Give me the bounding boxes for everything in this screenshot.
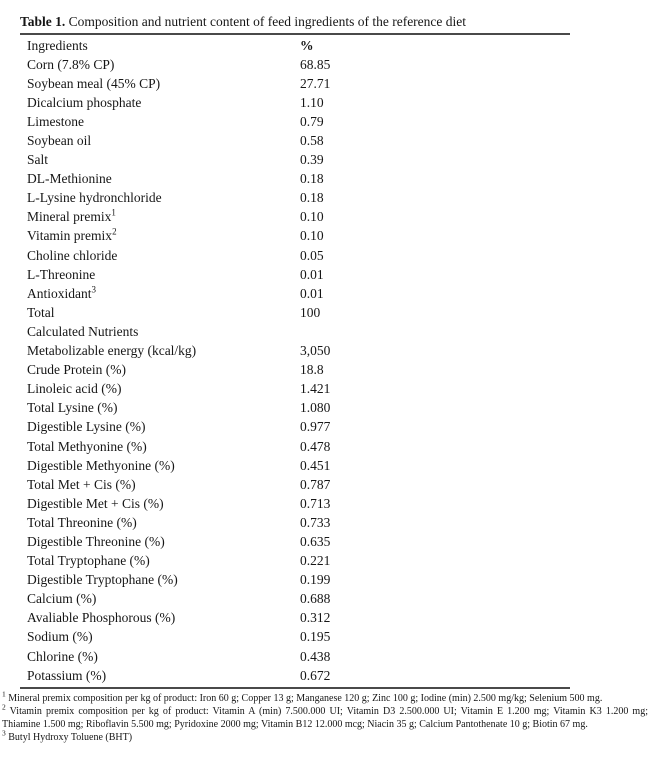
ingredient-cell — [20, 629, 300, 645]
ingredient-cell — [20, 534, 300, 550]
ingredient-cell — [20, 76, 300, 92]
value-cell: 0.672 — [300, 667, 331, 683]
value-cell: 0.688 — [300, 591, 331, 607]
column-header-ingredients: Ingredients — [27, 37, 88, 53]
ingredient-cell — [20, 228, 300, 244]
value-cell: 0.438 — [300, 648, 331, 664]
value-cell: 0.01 — [300, 266, 324, 282]
footnote-ref: 1 — [111, 207, 116, 218]
ingredient-cell — [20, 477, 300, 493]
value-cell: 0.18 — [300, 190, 324, 206]
ingredient-cell — [20, 248, 300, 264]
ingredient-cell — [20, 515, 300, 531]
ingredient-label: Choline chloride — [27, 247, 118, 263]
table-row — [20, 456, 570, 475]
ingredient-cell — [20, 419, 300, 435]
ingredient-cell — [20, 572, 300, 588]
ingredient-label: Digestible Tryptophane (%) — [27, 572, 178, 588]
feed-composition-table — [20, 33, 570, 689]
ingredient-cell — [20, 57, 300, 73]
value-cell: 0.39 — [300, 152, 324, 168]
ingredient-cell — [20, 649, 300, 665]
ingredient-label: Limestone — [27, 113, 84, 129]
table-row — [20, 494, 570, 513]
ingredient-label: Metabolizable energy (kcal/kg) — [27, 343, 197, 359]
ingredient-cell — [20, 668, 300, 684]
ingredient-label: Digestible Methyonine (%) — [27, 457, 175, 473]
value-cell: 0.01 — [300, 285, 324, 301]
ingredient-cell — [20, 267, 300, 283]
footnote-text: Butyl Hydroxy Toluene (BHT) — [5, 732, 133, 744]
footnote-ref: 3 — [91, 284, 96, 295]
ingredient-label: Chlorine (%) — [27, 648, 98, 664]
value-cell: 0.713 — [300, 495, 331, 511]
value-cell: 0.195 — [300, 629, 331, 645]
ingredient-label: Crude Protein (%) — [27, 362, 126, 378]
ingredient-label: Total Lysine (%) — [27, 400, 118, 416]
ingredient-label: Digestible Met + Cis (%) — [27, 495, 164, 511]
value-cell: 1.10 — [300, 94, 324, 110]
value-cell: 1.080 — [300, 400, 331, 416]
ingredient-cell — [20, 591, 300, 607]
table-row — [20, 151, 570, 170]
value-cell: 0.733 — [300, 514, 331, 530]
value-cell: 0.312 — [300, 610, 331, 626]
table-row — [20, 74, 570, 93]
value-cell: 68.85 — [300, 56, 331, 72]
value-cell: 0.10 — [300, 209, 324, 225]
table-row — [20, 647, 570, 666]
table-row — [20, 475, 570, 494]
ingredient-label: Antioxidant — [27, 285, 92, 301]
ingredient-cell — [20, 171, 300, 187]
footnotes — [2, 689, 648, 744]
value-cell: 0.451 — [300, 457, 331, 473]
table-row — [20, 418, 570, 437]
ingredient-label: Avaliable Phosphorous (%) — [27, 610, 176, 626]
ingredient-cell — [20, 324, 300, 340]
column-header-percent: % — [300, 37, 314, 53]
table-row — [20, 208, 570, 227]
table-row — [20, 246, 570, 265]
table-row — [20, 170, 570, 189]
value-cell: 0.05 — [300, 247, 324, 263]
table-row — [20, 590, 570, 609]
value-cell: 3,050 — [300, 343, 331, 359]
ingredient-label: Digestible Threonine (%) — [27, 533, 165, 549]
table-row — [20, 322, 570, 341]
value-cell: 0.787 — [300, 476, 331, 492]
ingredient-label: DL-Methionine — [27, 171, 112, 187]
footnote-text: Vitamin premix composition per kg of product: Vitamin A (min) 7.500.000 UI; Vitamin D3 2.500.000 UI; Vitamin E 1.200 mg; Vitamin K3 1.200 mg; Thiamine 1.500 mg; Riboflavin 5.500 mg; Pyridoxine 2000 mg; Vitamin B12 12.000 mcg; Niacin 35 g; Calcium Pantothenate 10 g; Biotin 67 mg. — [2, 706, 648, 731]
ingredient-label: Total Threonine (%) — [27, 514, 137, 530]
ingredient-label: Soybean meal (45% CP) — [27, 75, 161, 91]
footnote — [2, 689, 648, 705]
table-row — [20, 437, 570, 456]
value-cell: 27.71 — [300, 75, 331, 91]
ingredient-label: Mineral premix — [27, 209, 112, 225]
footnote-ref: 2 — [112, 226, 117, 237]
value-cell: 0.10 — [300, 228, 324, 244]
footnote — [2, 728, 648, 744]
table-row — [20, 361, 570, 380]
ingredient-label: Total Met + Cis (%) — [27, 476, 136, 492]
ingredient-cell — [20, 610, 300, 626]
table-row — [20, 93, 570, 112]
ingredient-cell — [20, 496, 300, 512]
ingredient-label: L-Threonine — [27, 266, 96, 282]
ingredient-cell — [20, 553, 300, 569]
ingredient-label: Potassium (%) — [27, 667, 107, 683]
ingredient-label: Linoleic acid (%) — [27, 381, 122, 397]
table-row — [20, 342, 570, 361]
table-row — [20, 532, 570, 551]
table-row — [20, 609, 570, 628]
table-header-row — [20, 36, 570, 55]
ingredient-cell — [20, 209, 300, 225]
ingredient-cell — [20, 190, 300, 206]
ingredient-label: Calculated Nutrients — [27, 323, 139, 339]
ingredient-cell — [20, 305, 300, 321]
ingredient-label: Soybean oil — [27, 133, 92, 149]
footnote-marker: 2 — [2, 702, 6, 712]
ingredient-cell — [20, 400, 300, 416]
table-row — [20, 552, 570, 571]
table-row — [20, 131, 570, 150]
ingredient-label: Salt — [27, 152, 49, 168]
ingredient-cell — [20, 286, 300, 302]
ingredient-label: Digestible Lysine (%) — [27, 419, 146, 435]
table-row — [20, 399, 570, 418]
ingredient-label: Vitamin premix — [27, 228, 113, 244]
ingredient-label: Total — [27, 304, 55, 320]
table-row — [20, 666, 570, 685]
table-row — [20, 284, 570, 303]
value-cell: 0.478 — [300, 438, 331, 454]
ingredient-cell — [20, 458, 300, 474]
table-caption: Composition and nutrient content of feed ingredients of the reference diet — [65, 14, 467, 29]
ingredient-cell — [20, 343, 300, 359]
value-cell: 0.635 — [300, 533, 331, 549]
ingredient-cell — [20, 362, 300, 378]
table-row — [20, 380, 570, 399]
table-row — [20, 112, 570, 131]
table-row — [20, 265, 570, 284]
ingredient-label: Total Tryptophane (%) — [27, 553, 150, 569]
value-cell: 100 — [300, 304, 321, 320]
footnote-marker: 3 — [2, 728, 6, 738]
table-row — [20, 303, 570, 322]
ingredient-label: Total Methyonine (%) — [27, 438, 147, 454]
value-cell: 0.221 — [300, 553, 331, 569]
table-row — [20, 227, 570, 246]
ingredient-cell — [20, 133, 300, 149]
value-cell: 0.79 — [300, 113, 324, 129]
ingredient-cell — [20, 95, 300, 111]
table-body — [20, 55, 570, 685]
value-cell: 0.199 — [300, 572, 331, 588]
footnote-text: Mineral premix composition per kg of product: Iron 60 g; Copper 13 g; Manganese 120 g; Zinc 100 g; Iodine (min) 2.500 mg/kg; Selenium 500 mg. — [5, 693, 603, 705]
ingredient-label: L-Lysine hydronchloride — [27, 190, 162, 206]
value-cell: 0.18 — [300, 171, 324, 187]
ingredient-cell — [20, 114, 300, 130]
ingredient-label: Dicalcium phosphate — [27, 94, 142, 110]
ingredient-cell — [20, 381, 300, 397]
value-cell: 18.8 — [300, 362, 324, 378]
table-row — [20, 513, 570, 532]
footnote — [2, 702, 648, 731]
table-number: Table 1. — [20, 14, 66, 29]
table-row — [20, 189, 570, 208]
value-cell: 1.421 — [300, 381, 331, 397]
value-cell: 0.977 — [300, 419, 331, 435]
table-row — [20, 55, 570, 74]
footnote-marker: 1 — [2, 689, 6, 699]
ingredient-label: Calcium (%) — [27, 591, 97, 607]
ingredient-label: Sodium (%) — [27, 629, 93, 645]
table-title — [20, 13, 630, 30]
table-row — [20, 571, 570, 590]
ingredient-cell — [20, 439, 300, 455]
value-cell: 0.58 — [300, 133, 324, 149]
table-row — [20, 628, 570, 647]
ingredient-cell — [20, 152, 300, 168]
ingredient-label: Corn (7.8% CP) — [27, 56, 115, 72]
